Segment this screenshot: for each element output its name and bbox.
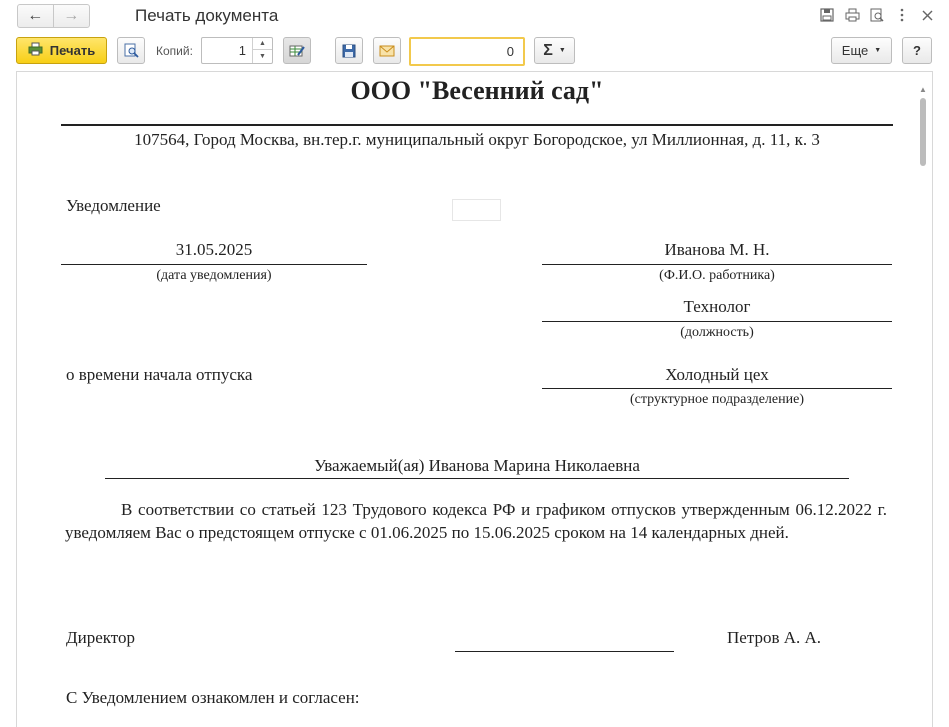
back-button[interactable] [18, 5, 54, 27]
help-button[interactable] [902, 37, 932, 64]
send-email-button[interactable] [373, 37, 401, 64]
notification-date: 31.05.2025 [175, 240, 253, 259]
close-window-button[interactable] [919, 6, 935, 24]
close-icon [922, 10, 933, 21]
department-underline [542, 388, 892, 389]
chevron-up-icon[interactable]: ▲ [253, 38, 272, 50]
employee-caption: (Ф.И.О. работника) [659, 268, 775, 283]
forward-button[interactable] [54, 5, 90, 27]
preview-window-button[interactable] [869, 6, 885, 24]
scrollbar-thumb[interactable] [920, 98, 926, 166]
print-window-button[interactable] [844, 6, 860, 24]
empty-cell [452, 199, 501, 221]
scroll-up-icon[interactable]: ▲ [919, 85, 927, 94]
search-input-value: 0 [506, 44, 514, 59]
acknowledgement: С Уведомлением ознакомлен и согласен: [66, 688, 360, 707]
sum-button[interactable] [534, 37, 575, 64]
edit-mode-button[interactable] [283, 37, 311, 64]
window-title: Печать документа [135, 6, 279, 25]
date-caption: (дата уведомления) [156, 268, 272, 283]
envelope-icon [379, 45, 395, 57]
copies-value: 1 [238, 43, 246, 58]
arrow-right-icon: → [63, 7, 80, 24]
document-type: Уведомление [66, 196, 161, 215]
employee-name: Иванова М. Н. [664, 240, 770, 259]
vertical-dots-icon [900, 8, 904, 22]
notification-body-text: В соответствии со статьей 123 Трудового кодекса РФ и графиком отпусков утвержденным 06.12.2022 г. уведомляем Вас о предстоящем отпуске с 01.06.2025 по 15.06.2025 сроком на 14 календарных дней. [65, 500, 887, 542]
printer-icon [28, 42, 44, 59]
navigation-group [17, 4, 90, 28]
copies-label: Копий: [156, 44, 193, 58]
position-value: Технолог [683, 297, 751, 316]
notification-subject: о времени начала отпуска [66, 365, 253, 384]
search-input[interactable] [409, 37, 525, 66]
organization-name: ООО "Весенний сад" [350, 76, 604, 105]
chevron-down-icon: ▼ [874, 47, 882, 54]
floppy-icon [342, 44, 356, 58]
greeting: Уважаемый(ая) Иванова Марина Николаевна [314, 456, 640, 475]
more-button[interactable] [831, 37, 892, 64]
window-controls [819, 6, 935, 24]
position-caption: (должность) [680, 325, 754, 340]
floppy-icon [820, 8, 834, 22]
chevron-down-icon[interactable]: ▼ [259, 52, 266, 60]
sigma-icon: Σ [543, 41, 553, 59]
toolbar [0, 34, 949, 68]
table-edit-icon [289, 44, 305, 58]
magnifier-page-icon [870, 8, 884, 22]
director-label: Директор [66, 628, 135, 647]
printer-icon [845, 8, 860, 22]
date-underline [61, 264, 367, 265]
signature-line [455, 651, 674, 652]
director-name: Петров А. А. [727, 628, 822, 647]
department-caption: (структурное подразделение) [629, 392, 804, 407]
department-value: Холодный цех [665, 365, 769, 384]
print-button-label: Печать [49, 43, 96, 58]
document-page [17, 72, 917, 727]
greeting-underline [105, 478, 849, 479]
print-button[interactable] [16, 37, 107, 64]
header-rule [61, 124, 893, 126]
save-window-button[interactable] [819, 6, 835, 24]
more-window-button[interactable] [894, 6, 910, 24]
vertical-scrollbar[interactable] [917, 85, 929, 727]
save-button[interactable] [335, 37, 363, 64]
help-icon: ? [913, 43, 921, 58]
chevron-down-icon: ▼ [558, 47, 566, 54]
preview-icon [124, 43, 139, 58]
preview-button[interactable] [117, 37, 145, 64]
arrow-left-icon: ← [27, 7, 44, 24]
more-button-label: Еще [841, 43, 869, 58]
organization-address: 107564, Город Москва, вн.тер.г. муниципальный округ Богородское, ул Миллионная, д. 11, к. 3 [134, 130, 820, 149]
notification-body [65, 498, 887, 544]
copies-field[interactable] [201, 37, 273, 64]
copies-stepper[interactable] [252, 38, 272, 63]
document-viewport[interactable] [16, 71, 933, 727]
title-bar [0, 0, 949, 32]
employee-underline [542, 264, 892, 265]
position-underline [542, 321, 892, 322]
